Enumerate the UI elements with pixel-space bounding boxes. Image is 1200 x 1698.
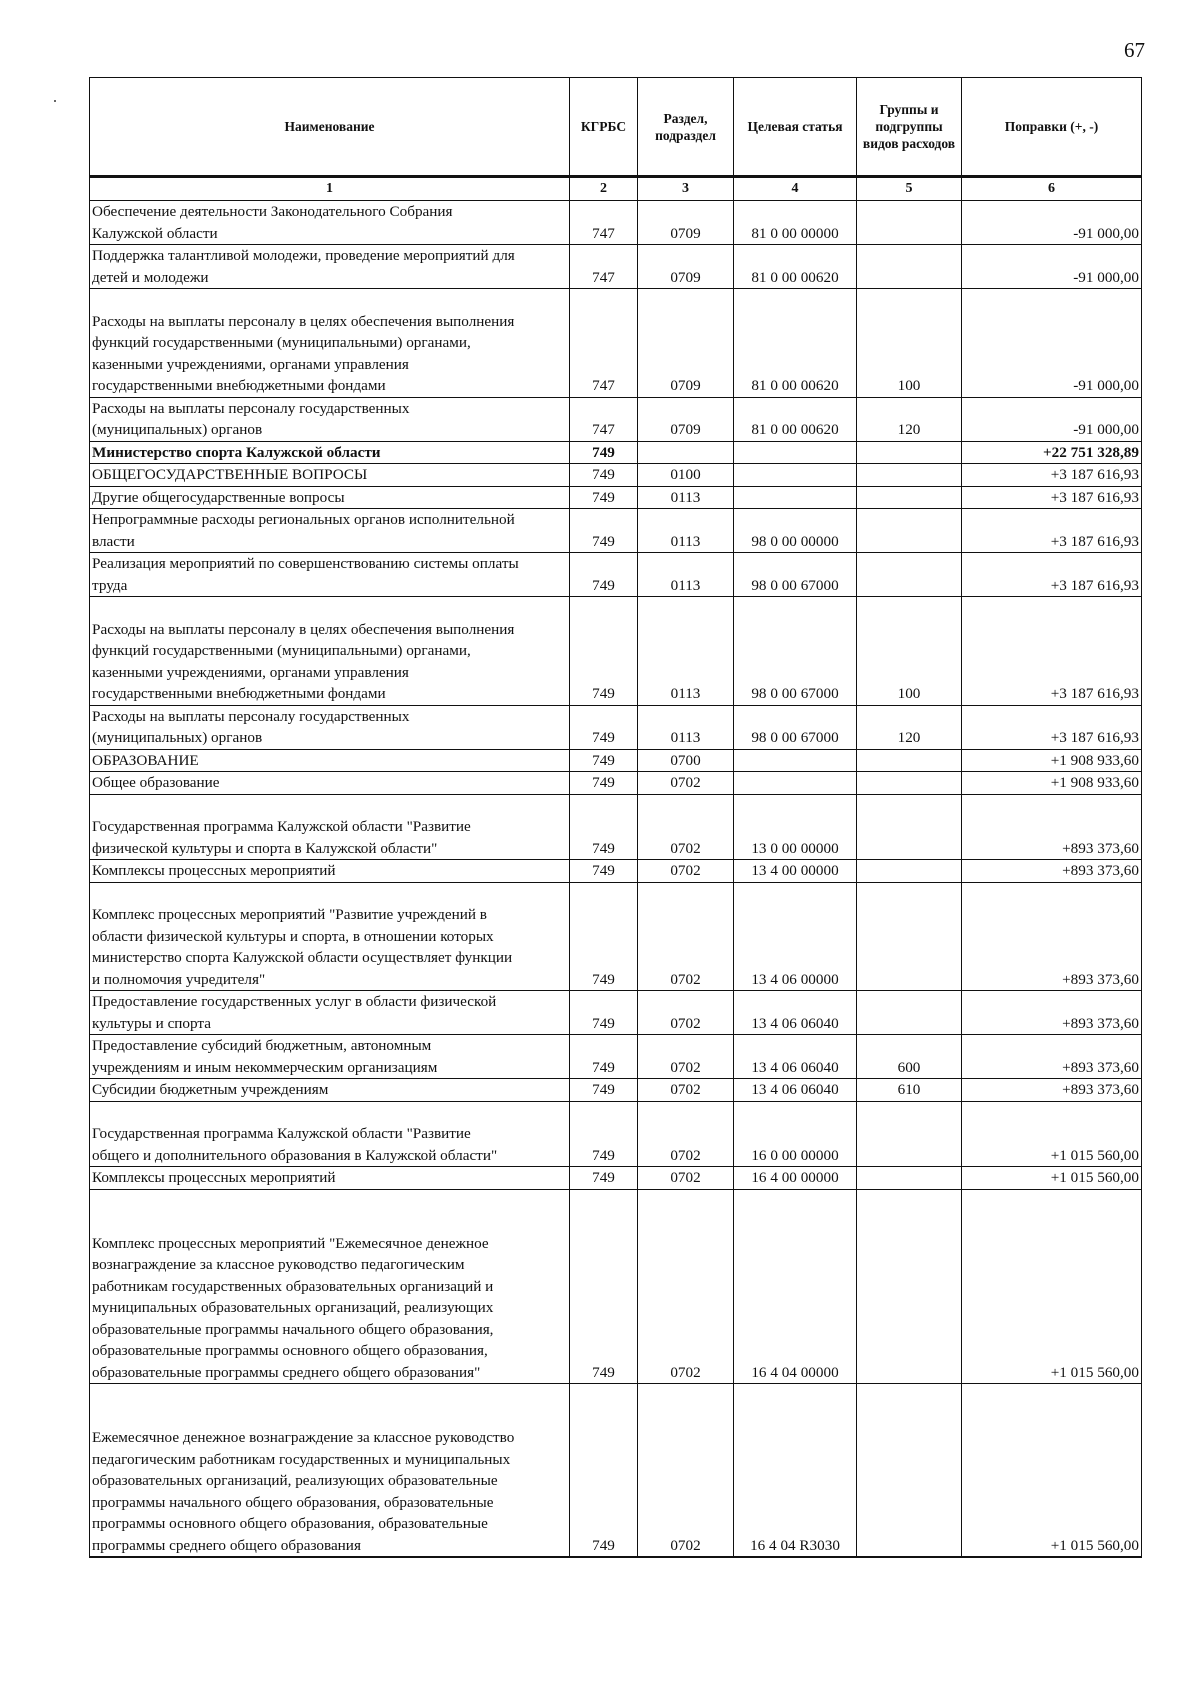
row-expense-group: 600	[857, 1035, 962, 1079]
row-target: 16 4 04 00000	[734, 1189, 857, 1384]
table-row	[90, 1167, 1142, 1190]
row-target: 98 0 00 67000	[734, 705, 857, 749]
row-section: 0113	[638, 486, 734, 509]
row-amount: -91 000,00	[962, 245, 1142, 289]
row-name: Министерство спорта Калужской области	[90, 441, 570, 464]
row-target: 81 0 00 00620	[734, 397, 857, 441]
table-row	[90, 245, 1142, 289]
row-name: Расходы на выплаты персоналу в целях обеспечения выполнения функций государственными (муниципальными) органами, казенными учреждениями, органами управления государственными внебюджетными фондами	[90, 597, 570, 706]
row-expense-group	[857, 553, 962, 597]
row-kgrbs: 747	[570, 289, 638, 398]
row-amount: +3 187 616,93	[962, 553, 1142, 597]
row-amount: +1 015 560,00	[962, 1167, 1142, 1190]
table-row	[90, 882, 1142, 991]
table-row	[90, 749, 1142, 772]
row-expense-group	[857, 860, 962, 883]
row-amount: +893 373,60	[962, 794, 1142, 860]
row-amount: +893 373,60	[962, 1079, 1142, 1102]
row-kgrbs: 749	[570, 1189, 638, 1384]
budget-amendments-table	[89, 77, 1142, 1558]
header-section: Раздел, подраздел	[638, 78, 734, 177]
row-name: Комплекс процессных мероприятий "Развитие учреждений в области физической культуры и спорта, в отношении которых министерство спорта Калужской области осуществляет функции и полномочия учредителя"	[90, 882, 570, 991]
row-name: Реализация мероприятий по совершенствованию системы оплаты труда	[90, 553, 570, 597]
row-section: 0702	[638, 1035, 734, 1079]
table-row	[90, 991, 1142, 1035]
row-name: Непрограммные расходы региональных органов исполнительной власти	[90, 509, 570, 553]
row-section	[638, 441, 734, 464]
row-kgrbs: 749	[570, 597, 638, 706]
row-expense-group	[857, 201, 962, 245]
row-kgrbs: 747	[570, 397, 638, 441]
table-row	[90, 509, 1142, 553]
row-section: 0702	[638, 882, 734, 991]
row-name: Расходы на выплаты персоналу государственных (муниципальных) органов	[90, 705, 570, 749]
row-name: Комплексы процессных мероприятий	[90, 860, 570, 883]
row-name: Обеспечение деятельности Законодательного Собрания Калужской области	[90, 201, 570, 245]
row-target	[734, 441, 857, 464]
table-body	[90, 201, 1142, 1558]
column-number: 3	[638, 177, 734, 201]
row-amount: +3 187 616,93	[962, 705, 1142, 749]
row-target: 13 4 06 06040	[734, 1035, 857, 1079]
row-kgrbs: 749	[570, 749, 638, 772]
row-kgrbs: 747	[570, 245, 638, 289]
row-target	[734, 486, 857, 509]
row-expense-group: 100	[857, 289, 962, 398]
row-name: Предоставление государственных услуг в области физической культуры и спорта	[90, 991, 570, 1035]
row-amount: -91 000,00	[962, 397, 1142, 441]
row-kgrbs: 749	[570, 553, 638, 597]
header-name: Наименование	[90, 78, 570, 177]
table-row	[90, 486, 1142, 509]
row-target: 13 4 06 06040	[734, 991, 857, 1035]
row-target: 13 4 06 06040	[734, 1079, 857, 1102]
row-section: 0702	[638, 1189, 734, 1384]
row-section: 0113	[638, 509, 734, 553]
column-number: 2	[570, 177, 638, 201]
row-amount: +893 373,60	[962, 1035, 1142, 1079]
row-kgrbs: 749	[570, 1035, 638, 1079]
row-kgrbs: 749	[570, 486, 638, 509]
header-target: Целевая статья	[734, 78, 857, 177]
row-name: Расходы на выплаты персоналу государственных (муниципальных) органов	[90, 397, 570, 441]
column-number: 4	[734, 177, 857, 201]
row-name: Другие общегосударственные вопросы	[90, 486, 570, 509]
row-amount: +1 015 560,00	[962, 1384, 1142, 1558]
row-amount: +22 751 328,89	[962, 441, 1142, 464]
row-name: Комплекс процессных мероприятий "Ежемесячное денежное вознаграждение за классное руководство педагогическим работникам государственных образовательных организаций и муниципальных образовательных организаций, реализующих образовательные программы начального общего образования, образовательные программы основного общего образования, образовательные программы среднего общего образования"	[90, 1189, 570, 1384]
row-kgrbs: 749	[570, 860, 638, 883]
row-amount: +3 187 616,93	[962, 597, 1142, 706]
row-amount: +1 908 933,60	[962, 749, 1142, 772]
row-expense-group	[857, 245, 962, 289]
row-name: Государственная программа Калужской области "Развитие физической культуры и спорта в Калужской области"	[90, 794, 570, 860]
row-section: 0700	[638, 749, 734, 772]
row-target	[734, 464, 857, 487]
row-target: 81 0 00 00620	[734, 289, 857, 398]
row-name: Комплексы процессных мероприятий	[90, 1167, 570, 1190]
row-name: Государственная программа Калужской области "Развитие общего и дополнительного образования в Калужской области"	[90, 1101, 570, 1167]
table-row	[90, 397, 1142, 441]
row-target: 81 0 00 00000	[734, 201, 857, 245]
row-section: 0709	[638, 289, 734, 398]
row-kgrbs: 749	[570, 1101, 638, 1167]
table-row	[90, 772, 1142, 795]
row-name: Ежемесячное денежное вознаграждение за классное руководство педагогическим работникам государственных и муниципальных образовательных организаций, реализующих образовательные программы начального общего образования, образовательные программы основного общего образования, образовательные программы среднего общего образования	[90, 1384, 570, 1558]
row-section: 0702	[638, 794, 734, 860]
row-name: Субсидии бюджетным учреждениям	[90, 1079, 570, 1102]
row-section: 0702	[638, 991, 734, 1035]
row-amount: +893 373,60	[962, 991, 1142, 1035]
table-row	[90, 860, 1142, 883]
row-target: 16 4 04 R3030	[734, 1384, 857, 1558]
row-expense-group	[857, 441, 962, 464]
row-kgrbs: 749	[570, 464, 638, 487]
table-row	[90, 705, 1142, 749]
row-expense-group: 100	[857, 597, 962, 706]
row-section: 0702	[638, 772, 734, 795]
row-target	[734, 749, 857, 772]
row-kgrbs: 749	[570, 991, 638, 1035]
row-target: 98 0 00 67000	[734, 597, 857, 706]
table-row	[90, 441, 1142, 464]
row-name: ОБРАЗОВАНИЕ	[90, 749, 570, 772]
row-section: 0702	[638, 1079, 734, 1102]
header-groups: Группы и подгруппы видов расходов	[857, 78, 962, 177]
row-name: Предоставление субсидий бюджетным, автономным учреждениям и иным некоммерческим организациям	[90, 1035, 570, 1079]
row-expense-group	[857, 882, 962, 991]
row-target	[734, 772, 857, 795]
row-expense-group	[857, 772, 962, 795]
row-kgrbs: 749	[570, 441, 638, 464]
row-expense-group	[857, 509, 962, 553]
table-row	[90, 1079, 1142, 1102]
row-section: 0113	[638, 705, 734, 749]
header-row	[90, 78, 1142, 177]
row-expense-group	[857, 1384, 962, 1558]
row-expense-group	[857, 1189, 962, 1384]
row-expense-group: 120	[857, 397, 962, 441]
row-amount: +1 015 560,00	[962, 1189, 1142, 1384]
row-kgrbs: 749	[570, 772, 638, 795]
row-target: 16 4 00 00000	[734, 1167, 857, 1190]
row-expense-group	[857, 991, 962, 1035]
table-row	[90, 289, 1142, 398]
row-kgrbs: 749	[570, 1167, 638, 1190]
row-expense-group	[857, 464, 962, 487]
row-amount: +1 015 560,00	[962, 1101, 1142, 1167]
row-name: Поддержка талантливой молодежи, проведение мероприятий для детей и молодежи	[90, 245, 570, 289]
table-row	[90, 464, 1142, 487]
row-amount: +3 187 616,93	[962, 486, 1142, 509]
row-section: 0113	[638, 597, 734, 706]
header-kgrbs: КГРБС	[570, 78, 638, 177]
header-amendments: Поправки (+, -)	[962, 78, 1142, 177]
row-section: 0709	[638, 397, 734, 441]
row-name: ОБЩЕГОСУДАРСТВЕННЫЕ ВОПРОСЫ	[90, 464, 570, 487]
row-section: 0702	[638, 1101, 734, 1167]
row-amount: +3 187 616,93	[962, 509, 1142, 553]
table-row	[90, 1035, 1142, 1079]
row-name: Расходы на выплаты персоналу в целях обеспечения выполнения функций государственными (муниципальными) органами, казенными учреждениями, органами управления государственными внебюджетными фондами	[90, 289, 570, 398]
table-row	[90, 1101, 1142, 1167]
row-expense-group	[857, 486, 962, 509]
row-expense-group: 610	[857, 1079, 962, 1102]
row-section: 0709	[638, 201, 734, 245]
column-number: 1	[90, 177, 570, 201]
row-expense-group	[857, 794, 962, 860]
row-kgrbs: 749	[570, 1384, 638, 1558]
row-target: 16 0 00 00000	[734, 1101, 857, 1167]
row-section: 0709	[638, 245, 734, 289]
row-target: 13 4 00 00000	[734, 860, 857, 883]
row-kgrbs: 749	[570, 705, 638, 749]
row-expense-group	[857, 1101, 962, 1167]
row-expense-group	[857, 1167, 962, 1190]
column-number: 6	[962, 177, 1142, 201]
table-row	[90, 553, 1142, 597]
row-kgrbs: 749	[570, 1079, 638, 1102]
row-name: Общее образование	[90, 772, 570, 795]
row-kgrbs: 749	[570, 509, 638, 553]
row-target: 13 4 06 00000	[734, 882, 857, 991]
column-number-row	[90, 177, 1142, 201]
page-number: 67	[1124, 38, 1145, 62]
row-section: 0100	[638, 464, 734, 487]
row-target: 81 0 00 00620	[734, 245, 857, 289]
row-section: 0113	[638, 553, 734, 597]
row-amount: +3 187 616,93	[962, 464, 1142, 487]
row-amount: -91 000,00	[962, 289, 1142, 398]
row-section: 0702	[638, 860, 734, 883]
table-row	[90, 597, 1142, 706]
row-section: 0702	[638, 1384, 734, 1558]
scan-speck	[54, 100, 56, 102]
table-row	[90, 794, 1142, 860]
row-section: 0702	[638, 1167, 734, 1190]
row-amount: +893 373,60	[962, 860, 1142, 883]
row-target: 98 0 00 67000	[734, 553, 857, 597]
table-row	[90, 1384, 1142, 1558]
row-amount: +893 373,60	[962, 882, 1142, 991]
row-kgrbs: 747	[570, 201, 638, 245]
row-kgrbs: 749	[570, 882, 638, 991]
row-target: 98 0 00 00000	[734, 509, 857, 553]
row-amount: -91 000,00	[962, 201, 1142, 245]
row-expense-group: 120	[857, 705, 962, 749]
table-row	[90, 1189, 1142, 1384]
row-amount: +1 908 933,60	[962, 772, 1142, 795]
row-target: 13 0 00 00000	[734, 794, 857, 860]
row-expense-group	[857, 749, 962, 772]
row-kgrbs: 749	[570, 794, 638, 860]
table-row	[90, 201, 1142, 245]
column-number: 5	[857, 177, 962, 201]
